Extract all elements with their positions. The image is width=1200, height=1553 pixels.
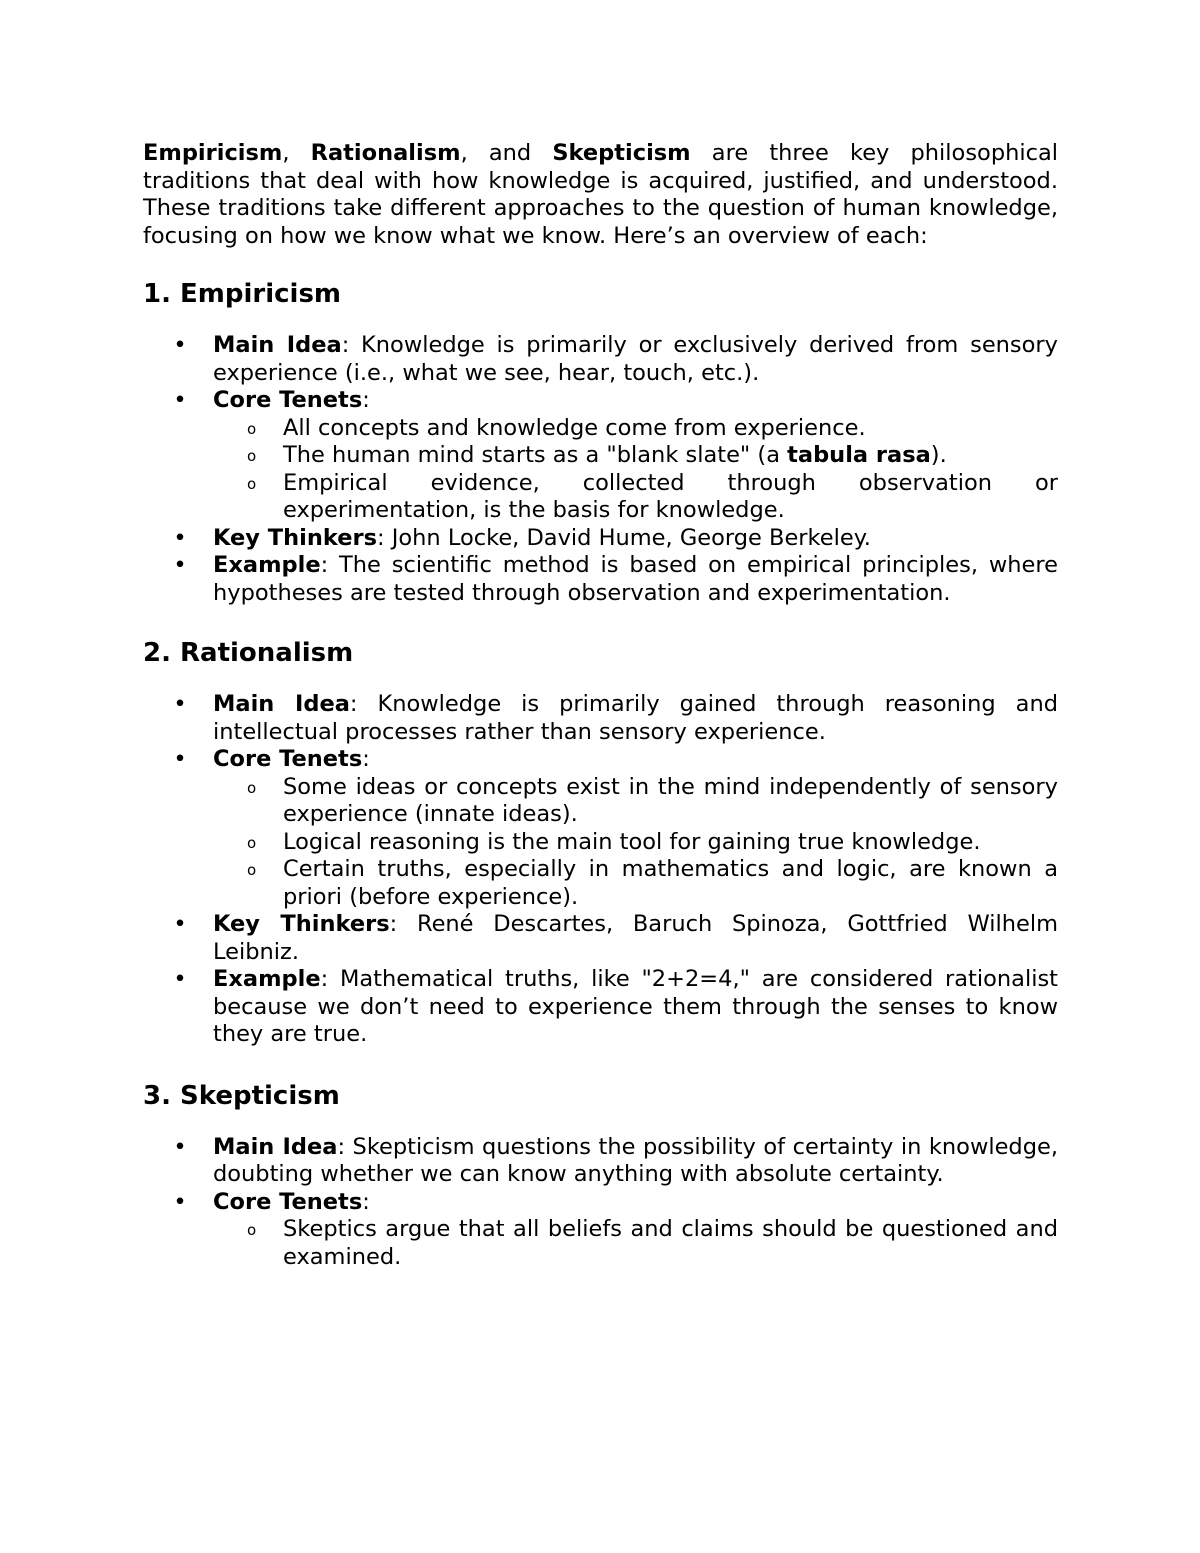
- main-idea-label: Main Idea: [213, 691, 350, 717]
- tenet-text: Skeptics argue that all beliefs and claims should be questioned and examined.: [283, 1216, 1058, 1270]
- tenet-text: The human mind starts as a "blank slate" (a: [283, 442, 788, 468]
- sublist-item: [247, 442, 1058, 470]
- tenet-bold-term: tabula rasa: [787, 442, 931, 468]
- section-heading-empiricism: 1. Empiricism: [143, 279, 342, 309]
- core-tenets-label: Core Tenets: [213, 387, 363, 413]
- core-tenets-colon: :: [362, 387, 370, 413]
- tenet-text: ).: [930, 442, 947, 468]
- circle-bullet-icon: o: [247, 833, 257, 852]
- sublist-item: [247, 1216, 1058, 1271]
- list-item-main-idea: [173, 332, 1058, 387]
- core-tenets-sublist: [213, 415, 1058, 525]
- main-idea-text: : Skepticism questions the possibility of certainty in knowledge, doubting whether we can know anything with absolute certainty.: [213, 1133, 1058, 1187]
- sublist-item: [247, 469, 1058, 525]
- circle-bullet-icon: o: [247, 1221, 257, 1239]
- bullet-icon: •: [173, 524, 187, 551]
- list-item-key-thinkers: [173, 911, 1058, 966]
- sublist-item: [247, 856, 1058, 911]
- circle-bullet-icon: o: [247, 861, 257, 879]
- example-label: Example: [213, 552, 321, 578]
- bullet-icon: •: [173, 911, 187, 937]
- circle-bullet-icon: o: [247, 447, 257, 465]
- section-heading-skepticism: 3. Skepticism: [143, 1080, 340, 1111]
- main-idea-label: Main Idea: [213, 332, 342, 358]
- tenet-text: Empirical evidence, collected through observation or experimentation, is the basis for knowledge.: [283, 469, 1058, 523]
- core-tenets-sublist: [213, 1216, 1058, 1271]
- core-tenets-label: Core Tenets: [213, 746, 363, 772]
- bullet-icon: •: [173, 332, 187, 358]
- list-item-example: [173, 552, 1058, 607]
- example-label: Example: [213, 966, 321, 992]
- main-idea-label: Main Idea: [213, 1133, 338, 1160]
- list-item-example: [173, 966, 1058, 1049]
- tenet-text: All concepts and knowledge come from experience.: [283, 414, 866, 441]
- intro-paragraph: [143, 140, 1058, 250]
- empiricism-list: [143, 332, 1058, 607]
- tenet-text: Certain truths, especially in mathematics and logic, are known a priori (before experience).: [283, 856, 1058, 910]
- circle-bullet-icon: o: [247, 778, 257, 797]
- intro-term-empiricism: Empiricism: [143, 140, 283, 166]
- section-heading-rationalism: 2. Rationalism: [143, 638, 354, 668]
- tenet-text: Some ideas or concepts exist in the mind independently of sensory experience (innate ideas).: [283, 773, 1058, 827]
- bullet-icon: •: [173, 746, 187, 772]
- tenet-text: Logical reasoning is the main tool for gaining true knowledge.: [283, 828, 981, 855]
- bullet-icon: •: [173, 1133, 187, 1160]
- bullet-icon: •: [173, 966, 187, 992]
- list-item-core-tenets: [173, 387, 1058, 525]
- intro-term-skepticism: Skepticism: [552, 140, 691, 166]
- example-text: : Mathematical truths, like "2+2=4," are considered rationalist because we don’t need to experience them through the senses to know they are true.: [213, 966, 1058, 1047]
- example-text: : The scientific method is based on empirical principles, where hypotheses are tested through observation and experimentation.: [213, 552, 1058, 606]
- key-thinkers-text: : John Locke, David Hume, George Berkeley.: [377, 524, 871, 551]
- core-tenets-sublist: [213, 774, 1058, 912]
- intro-separator: , and: [460, 140, 532, 166]
- bullet-icon: •: [173, 691, 187, 717]
- list-item-core-tenets: [173, 1188, 1058, 1272]
- intro-term-rationalism: Rationalism: [310, 140, 461, 166]
- key-thinkers-label: Key Thinkers: [213, 524, 378, 551]
- bullet-icon: •: [173, 1188, 187, 1215]
- document-page: [143, 140, 1058, 1271]
- circle-bullet-icon: o: [247, 474, 257, 493]
- intro-text: are three key philosophical traditions that deal with how knowledge is acquired, justified, and understood. These traditions take different approaches to the question of human knowledge, focusing on how we know what we know. Here’s an overview of each:: [143, 140, 1059, 249]
- list-item-main-idea: [173, 691, 1059, 746]
- bullet-icon: •: [173, 387, 187, 413]
- sublist-item: [247, 414, 1058, 443]
- main-idea-text: : Knowledge is primarily or exclusively derived from sensory experience (i.e., what we see, hear, touch, etc.).: [213, 332, 1058, 386]
- sublist-item: [247, 773, 1058, 829]
- core-tenets-colon: :: [362, 1188, 370, 1215]
- circle-bullet-icon: o: [247, 419, 257, 438]
- skepticism-list: [143, 1134, 1058, 1272]
- key-thinkers-text: : René Descartes, Baruch Spinoza, Gottfried Wilhelm Leibniz.: [213, 911, 1058, 965]
- key-thinkers-label: Key Thinkers: [213, 911, 390, 937]
- sublist-item: [247, 828, 1058, 857]
- core-tenets-label: Core Tenets: [213, 1188, 363, 1215]
- rationalism-list: [143, 691, 1058, 1049]
- bullet-icon: •: [173, 552, 187, 578]
- list-item-key-thinkers: [173, 524, 1058, 553]
- list-item-core-tenets: [173, 746, 1058, 911]
- main-idea-text: : Knowledge is primarily gained through reasoning and intellectual processes rather than sensory experience.: [213, 691, 1059, 745]
- intro-separator: ,: [282, 140, 290, 166]
- core-tenets-colon: :: [362, 746, 370, 772]
- list-item-main-idea: [173, 1133, 1058, 1189]
